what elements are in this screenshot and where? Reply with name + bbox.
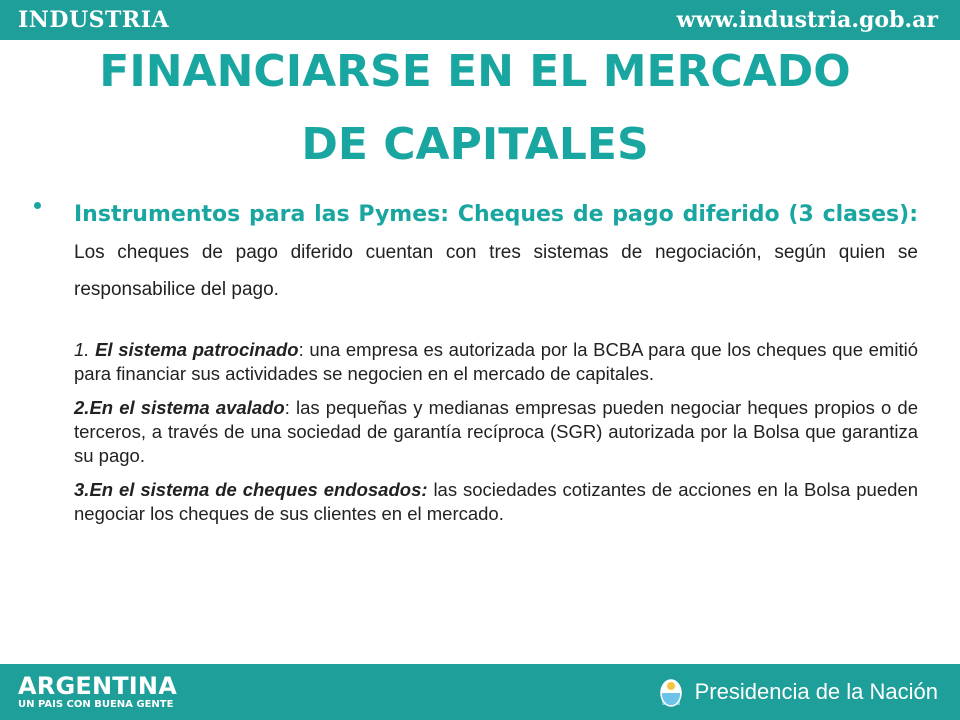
list-item-1 [74,338,918,386]
website-url[interactable]: www.industria.gob.ar [676,7,938,33]
bullet-lead: Instrumentos para las Pymes: Cheques de pago diferido (3 clases): [74,202,918,227]
list-item-2 [74,396,918,468]
item-number: 1. [74,339,96,360]
ministry-brand: INDUSTRIA [18,7,170,33]
national-seal-icon [659,676,683,708]
item-number: 3. [74,479,90,500]
bullet-text: Los cheques de pago diferido cuentan con tres sistemas de negociación, según quien se responsabilice del pago. [74,242,918,300]
footer-bar [0,664,960,720]
item-text: : las pequeñas y medianas empresas pueden negociar heques propios o de terceros, a través de una sociedad de garantía recíproca (SGR) autorizada por la Bolsa que garantiza su pago. [74,397,918,466]
argentina-logo [18,674,177,712]
slide-title-line-1: FINANCIARSE EN EL MERCADO [99,46,851,97]
argentina-tagline: UN PAIS CON BUENA GENTE [18,699,174,710]
bullet-paragraph [38,196,918,308]
item-label: En el sistema de cheques endosados: [89,479,428,500]
argentina-wordmark: ARGENTINA [18,672,177,700]
presidencia-logo [659,676,938,708]
slide-title-line-2: DE CAPITALES [301,119,649,170]
item-label: El sistema patrocinado [95,339,299,360]
slide-content [38,196,918,526]
item-text: las sociedades cotizantes de acciones en la Bolsa pueden negociar los cheques de sus clientes en el mercado. [74,479,918,524]
item-label: En el sistema avalado [89,397,285,418]
item-number: 2. [74,397,90,418]
item-text: : una empresa es autorizada por la BCBA para que los cheques que emitió para financiar sus actividades se negocien en el mercado de capitales. [74,339,918,384]
presidencia-text: Presidencia de la Nación [694,679,938,704]
bullet-dot-icon [34,202,41,209]
header-bar [0,0,960,40]
list-item-3 [74,478,918,526]
